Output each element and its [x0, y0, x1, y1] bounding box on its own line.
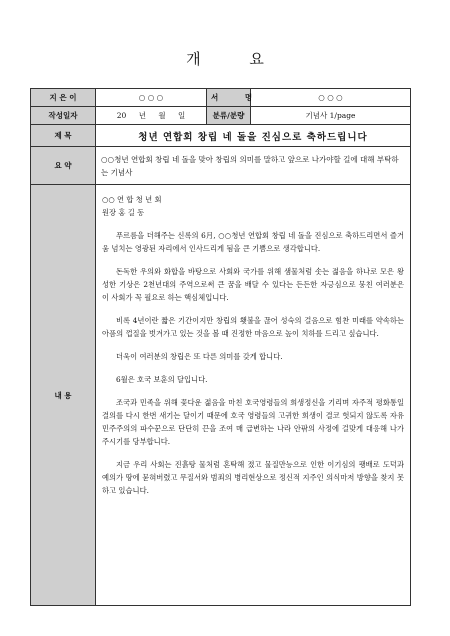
author-label: 지 은 이	[31, 89, 96, 107]
category-value: 기념사 1/page	[251, 107, 411, 125]
row-author	[31, 89, 411, 107]
summary-value: ○○청년 연합회 창립 네 돌을 맞아 창립의 의미를 말하고 앞으로 나가야할 길에 대해 부탁하는 기념사	[96, 147, 411, 185]
date-label: 작성일자	[31, 107, 96, 125]
subject-value: 청년 연합회 창립 네 돌을 진심으로 축하드립니다	[96, 125, 411, 147]
name-value: ○ ○ ○	[251, 89, 411, 107]
row-subject	[31, 125, 411, 147]
content-paragraph: 푸르름을 더해주는 신록의 6月, ○○청년 연합회 창립 네 돌을 진심으로 축하드리면서 즐거움 넘치는 영광된 자리에서 인사드리게 됨을 큰 기쁨으로 생각합니다.	[102, 231, 404, 253]
content-paragraph: 6월은 호국 보훈의 달입니다.	[116, 375, 208, 384]
content-paragraph: 돈독한 우의와 화합을 바탕으로 사회와 국가를 위해 샘물처럼 솟는 젊음을 하나로 모은 왕성한 기상은 2천년대의 주역으로써 큰 꿈을 배달 수 있다는 든든한 자긍심으로 뭉친 여러분은 이 사회가 꼭 필요로 하는 핵심체입니다.	[102, 267, 404, 302]
content-paragraph: 조국과 민족을 위해 꽃다운 젊음을 마친 호국영령들의 희생정신을 기리며 자주적 평화통일 결의를 다시 한번 새기는 달이기 때문에 호국 영령들의 고귀한 희생이 결코 헛되지 않도록 자유민주주의의 파수꾼으로 단단히 끈을 조여 매 급변하는 나라 안팎의 사정에 걸맞게 대응해 나가주시기를 당부합니다.	[102, 398, 404, 446]
content-label: 내 용	[31, 185, 96, 606]
author-value: ○ ○ ○	[96, 89, 207, 107]
row-summary	[31, 147, 411, 185]
content-paragraph: 지금 우리 사회는 진흙탕 물처럼 혼탁해 졌고 물질만능으로 인한 이기심의 팽배로 도덕과 예의가 땅에 묻혀버렸고 무질서와 범죄의 병리현상으로 정신적 지주인 의식마저 방향을 찾지 못하고 있습니다.	[102, 460, 404, 495]
org-name: ○○ 연 합 청 년 회	[102, 195, 162, 204]
president-name: 원장 홍 길 동	[102, 208, 145, 217]
content-paragraph: 비록 4년이란 짧은 기간이지만 창립의 횃불을 끊어 성숙의 걸음으로 힘찬 미래를 약속하는 아픔의 껍질을 벗겨가고 있는 것을 볼 때 진정한 마음으로 높이 치하를 드리고 싶습니다.	[102, 316, 404, 338]
date-value: 20 년 월 일	[96, 107, 207, 125]
document-title: 개 요	[186, 50, 286, 68]
row-date	[31, 107, 411, 125]
name-label: 서 명	[207, 89, 251, 107]
subject-label: 제 목	[31, 125, 96, 147]
category-label: 분류/분량	[207, 107, 251, 125]
summary-label: 요 약	[31, 147, 96, 185]
summary-form	[30, 88, 411, 606]
content-paragraph: 더욱이 여러분의 창립은 또 다른 의미를 갖게 합니다.	[116, 352, 283, 361]
content-body	[96, 185, 411, 606]
row-content	[31, 185, 411, 606]
